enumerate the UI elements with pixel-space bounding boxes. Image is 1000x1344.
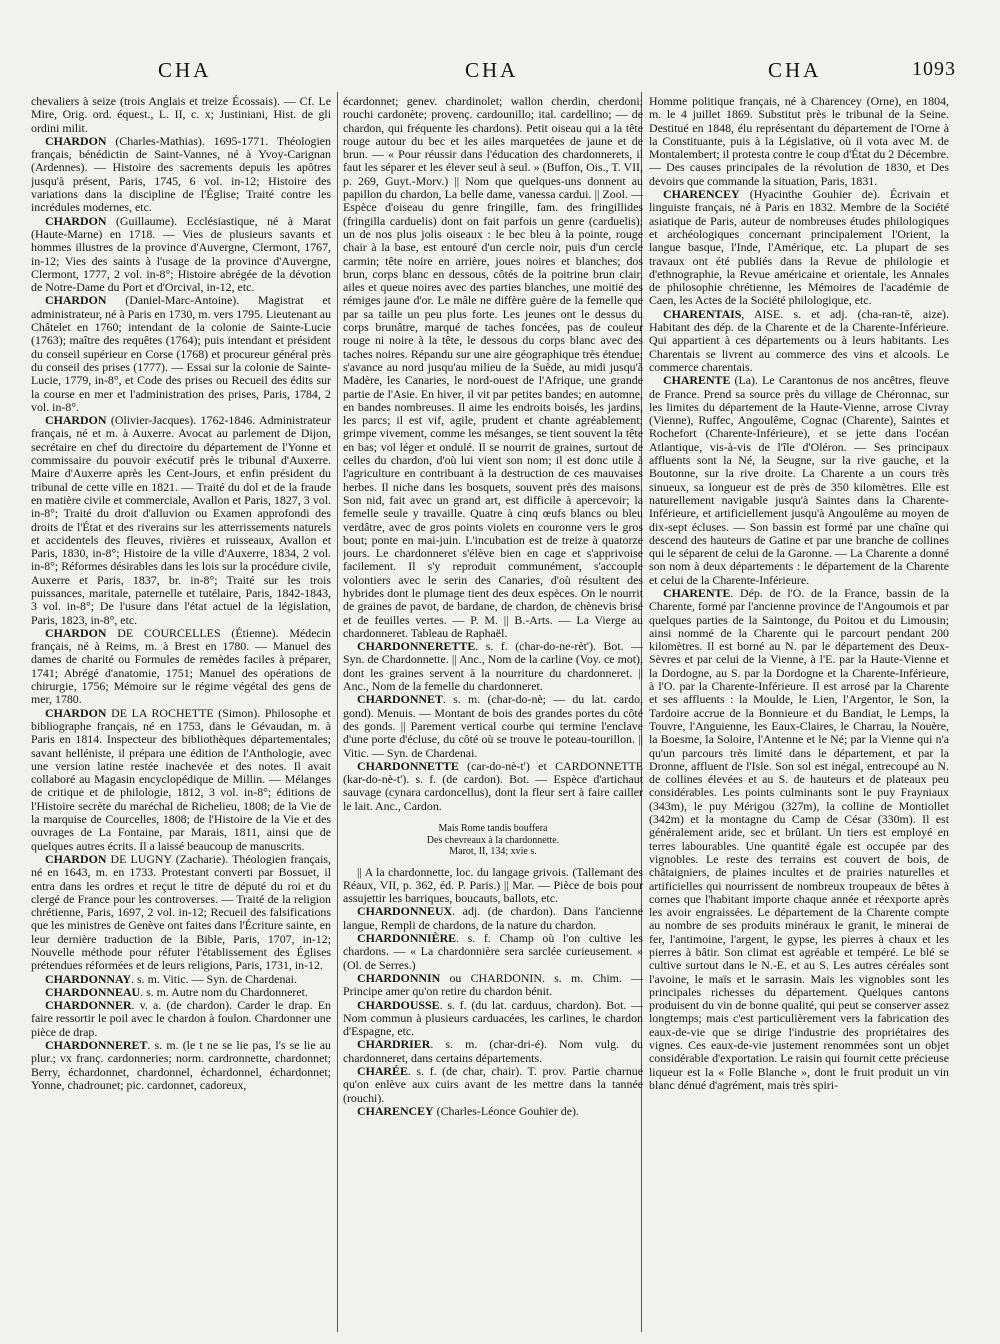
running-head-center: CHA (465, 58, 519, 82)
dictionary-entry: CHARDONNETTE (car-do-nè-t') et CARDONNETTE (kar-do-nè-t'). s. f. (de cardon). Bot. — Espèce d'artichaut sauvage (cynara cardoncellus), dont la fleur sert à faire cailler le lait. Anc., Cardon. (343, 758, 643, 813)
dictionary-entry: CHARDON (Charles-Mathias). 1695-1771. Théologien français, bénédictin de Saint-Vannes, né à Yvoy-Carignan (Ardennes). — Histoire des sacrements depuis les apôtres jusqu'à présent, Paris, 1745, 6 vol. in-12; Histoire des variations dans la discipline de l'Église; Traité contre les incrédules modernes, etc. (31, 133, 331, 215)
dictionary-entry: CHARDOUSSE. s. f. (du lat. carduus, chardon). Bot. — Nom commun à plusieurs carduacées, les carlines, le chardon d'Espagne, etc. (343, 997, 643, 1039)
text-column-middle (343, 95, 643, 1335)
dictionary-entry: Mais Rome tandis bouffera Des chevreaux à la chardonnette. Marot, II, 134; xvie s. (426, 823, 560, 858)
dictionary-entry: Homme politique français, né à Charencey (Orne), en 1804, m. le 4 juillet 1869. Substitut près le tribunal de la Seine. Destitué en 1848, élu représentant du département de l'Orne à la Constituante, puis à la Législative, où il vota avec M. de Montalembert; il protesta contre le coup d'État du 2 Décembre. — Des causes principales de la révolution de 1830, et Des devoirs que commande la situation, Paris, 1831. (649, 95, 949, 188)
dictionary-entry: CHARDONNET. s. m. (char-do-nè; — du lat. cardo, gond). Menuis. — Montant de bois des grandes portes du côté des gonds. || Parement vertical courbe qui termine l'enclave d'une porte d'écluse, du côté où se trouve le poteau-tourillon. || Vitic. — Syn. de Chardenai. (343, 692, 643, 760)
dictionary-entry: CHARENTE (La). Le Carantonus de nos ancêtres, fleuve de France. Prend sa source près du village de Chéronnac, sur les limites du département de la Haute-Vienne, arrose Civray (Vienne), Ruffec, Angoulême, Cognac (Charente), Saintes et Rochefort (Charente-Inférieure), et se jette dans l'océan Atlantique, vis-à-vis de l'île d'Oléron. — Ses principaux affluents sont la Né, la Seugne, sur la rive gauche, et la Boutonne, sur la rive droite. La Charente a un cours très sinueux, sa longueur est de près de 350 kilomètres. Elle est naturellement navigable jusqu'à Saintes dans la Charente-Inférieure, et artificiellement jusqu'à Angoulême au moyen de dix-sept écluses. — Son bassin est formé par une chaîne qui descend des hauteurs de Gatine et par une branche de collines qui le séparent de celui de la Garonne. — La Charente a donné son nom à deux départements : le département de la Charente et celui de la Charente-Inférieure. (649, 373, 949, 587)
running-head-right: CHA (768, 58, 822, 82)
dictionary-entry: CHARDONNIÈRE. s. f. Champ où l'on cultive les chardons. — « La chardonnière sera sarclée curieusement. » (Ol. de Serres.) (343, 931, 643, 972)
dictionary-entry: CHARENCEY (Charles-Léonce Gouhier de). (357, 1103, 579, 1118)
dictionary-entry: CHARDONNIN ou CHARDONIN. s. m. Chim. — Principe amer qu'on retire du chardon bénit. (343, 970, 643, 999)
column-rule (337, 92, 338, 1332)
dictionary-entry: || A la chardonnette, loc. du langage grivois. (Tallemant des Réaux, VII, p. 362, éd. P. Paris.) || Mar. — Pièce de bois pour assujettir les barriques, boucauts, ballots, etc. (343, 864, 643, 906)
dictionary-entry: CHARDON (Daniel-Marc-Antoine). Magistrat et administrateur, né à Paris en 1730, m. vers 1795. Lieutenant au Châtelet en 1760; intendant de la colonie de Sainte-Lucie (1763); maître des requêtes (1764); puis intendant et président du conseil supérieur en Corse (1768) et procureur général près du conseil des prises (1777). — Essai sur la colonie de Sainte-Lucie, 1779, in-8°, et Code des prises ou Recueil des édits sur la course en mer et l'administration des prises, Paris, 1784, 2 vol. in-8°. (31, 293, 331, 414)
dictionary-entry: CHARÉE. s. f. (de char, chair). T. prov. Partie charnue qu'on enlève aux cuirs avant de les mettre dans la tannée (rouchi). (343, 1063, 643, 1105)
dictionary-entry: CHARDONNERET. s. m. (le t ne se lie pas, l's se lie au plur.; vx franç. cardonneries; norm. cardronnette, chardonnet; Berry, échardonnet, chardonnel, échardonnel, échardonnet; Yonne, chadrounet; pic. cardonnet, cadoreux, (31, 1038, 331, 1092)
running-head-left: CHA (158, 58, 212, 82)
dictionary-entry: CHARDONNEAU. s. m. Autre nom du Chardonneret. (45, 984, 308, 999)
dictionary-entry: CHARDON DE LA ROCHETTE (Simon). Philosophe et bibliographe français, né en 1753, dans le Gévaudan, m. à Paris en 1814. Inspecteur des bibliothèques départementales; savant helléniste, il prépara une édition de l'Anthologie, avec une version latine restée inachevée et des notes. Il avait collaboré au Magasin encyclopédique de Millin. — Mélanges de critique et de philologie, 1812, 3 vol. in-8°; éditions de l'Histoire secrète du maréchal de Richelieu, 1808; de la Vie de la marquise de Courcelles, 1808; de l'Histoire de la Vie et des ouvrages de La Fontaine, par Marais, 1811, ainsi que de quelques autres écrits. Il a laissé beaucoup de manuscrits. (31, 705, 331, 853)
dictionary-entry: écardonnet; genev. chardinolet; wallon cherdin, cherdoni; rouchi cardonète; provenç. cardounillo; ital. cardellino; — de chardon, qui fréquente les chardons). Petit oiseau qui a la tête rouge autour du bec et les ailes marquetées de jaune et de brun. — « Pour réussir dans l'éducation des chardonnerets, il faut les séparer et les élever seul à seul. » (Buffon, Ois., T. VII, p. 269, Guyt.-Morv.) || Nom que quelques-uns donnent au papillon du chardon, La belle dame, vanessa cardui. || Zool. — Espèce d'oiseau du genre fringille, fam. des fringillides (fringilla carduelis) dont on fait parfois un genre (carduelis); un de nos plus jolis oiseaux : le bec bleu à la pointe, rouge chair à la base, est entouré d'un cercle noir, puis d'un cercle carmin; tête noire en arrière, joues noires et blanches; dos brun, corps blanc en dessous, côtés de la poitrine brun clair, ailes et queue noires avec des parties blanches, une moitié des rémiges jaune d'or. Le mâle ne diffère guère de la femelle que par sa taille un peu plus forte. Les jeunes ont le dessus du corps brunâtre, marqué de taches foncées, pas de couleur rouge ni noire à la tête, le dessous du corps blanc avec des taches noires. Répandu sur une aire géographique très étendue; s'avance au nord jusqu'au milieu de la Suède, au midi jusqu'à Madère, les Canaries, le nord-ouest de l'Afrique, une grande partie de l'Asie. En hiver, il vit par petites bandes; en automne, en bandes nombreuses. Il aime les endroits boisés, les jardins, les parcs; il est vif, agile, prudent et chante agréablement; grimpe vivement, comme les mésanges, se tient souvent la tête en bas; vol léger et ondulé. Il se nourrit de graines, surtout de celles du chardon, d'où lui vient son nom; il est donc utile à l'agriculture en contribuant à la destruction de ces mauvaises herbes. Il niche dans les bosquets, souvent près des maisons. Son nid, fait avec un grand art, est difficile à apercevoir; la femelle seule y travaille. Quatre à cinq œufs blancs ou bleu verdâtre, avec de gros points violets en couronne vers le gros bout; ponte en mai-juin. L'incubation est de treize à quatorze jours. Le chardonneret s'élève bien en cage et s'apprivoise facilement. Il s'y reproduit communément, s'accouple volontiers avec le serin des Canaries, d'où résultent des hybrides dont le plumage tient des deux espèces. On le nourrit de graines de pavot, de bardane, de chardon, de chènevis brisé et de feuilles vertes. — P. M. || B.-Arts. — La Vierge au chardonneret. Tableau de Raphaël. (343, 95, 643, 640)
dictionary-entry: CHARDONNER. v. a. (de chardon). Carder le drap. En faire ressortir le poil avec le chardon à foulon. Chardonner une pièce de drap. (31, 998, 331, 1039)
dictionary-entry: CHARDON DE COURCELLES (Étienne). Médecin français, né à Reims, m. à Brest en 1780. — Manuel des dames de charité ou Formules de remèdes faciles à préparer, 1741; Abrégé d'anatomie, 1751; Manuel des opérations de chirurgie, 1756; Mémoire sur le régime végétal des gens de mer, 1780. (31, 625, 331, 707)
dictionary-entry: CHARDONNERETTE. s. f. (char-do-ne-rèt'). Bot. — Syn. de Chardonnette. || Anc., Nom de la carline (Voy. ce mot), dont les graines servent à la nourriture du chardonneret. || Anc., Nom de la femelle du chardonneret. (343, 639, 643, 694)
dictionary-entry: CHARDON (Guillaume). Ecclésiastique, né à Marat (Haute-Marne) en 1718. — Vies de plusieurs savants et hommes illustres de la province d'Auvergne, Clermont, 1767, in-12; Vies des saints à l'usage de la province d'Auvergne, Clermont, 1777, 2 vol. in-8°; Histoire abrégée de la dévotion de Notre-Dame du Port et d'Orcival, in-12, etc. (31, 213, 331, 295)
dictionary-entry: CHARDONNEUX. adj. (de chardon). Dans l'ancienne langue, Rempli de chardons, de la nature du chardon. (343, 904, 643, 932)
dictionary-entry: CHARENTE. Dép. de l'O. de la France, bassin de la Charente, formé par l'ancienne province de l'Angoumois et par quelques parties de la Saintonge, du Poitou et du Limousin; ainsi nommé de la Charente qui le parcourt pendant 200 kilomètres. Il est borné au N. par le département des Deux-Sèvres et par celui de la Vienne, à l'E. par la Haute-Vienne et la Dordogne, au S. par la Dordogne et la Charente-Inférieure, à l'O. par la Charente-Inférieure. Il est arrosé par la Charente et ses affluents : la Moulde, le Lien, l'Argentor, le Son, la Tardoire accrue de la Bonnieure et du Bandiat, le Lemps, la Touvre, l'Anguienne, les Eaux-Claires, le Charrau, la Nouère, la Boesme, la Soloire, l'Antenne et le Né; par la Vienne qui n'a qu'un parcours très limité dans le département, et par la Dronne, affluent de l'Isle. Son sol est inégal, entrecoupé au N. de collines élevées et au S. de hauteurs et de plateaux peu considérables. Les points culminants sont le puy Frayniaux (343m), le puy Mérigou (327m), la colline de Montiollet (342m) et la montagne du Camp de César (330m). Il est généralement aride, sec et brûlant. Un tiers est employé en terres labourables. Une quantité égale est occupée par des vignobles. Le reste des terrains est couvert de bois, de châtaigniers, de plaines incultes et de prairies naturelles et artificielles qui nourrissent de nombreux troupeaux de bêtes à cornes que l'habitant importe chaque année et réexporte après les avoir engraissées. Le département de la Charente compte au nombre de ses produits minéraux le granit, le minerai de fer, l'antimoine, l'argent, le gypse, les pierres à chaux et les pierres à bâtir. Son climat est agréable et tempéré. Le blé se cultive surtout dans le N.-E. et au S. Les autres céréales sont l'avoine, le maïs et le sarrasin. Mais les vignobles sont les principales richesses du département. Quelques cantons produisent du vin de bonne qualité, qui peut se conserver assez longtemps; mais c'est particulièrement vers la fabrication des eaux-de-vie que se dirige l'industrie des propriétaires des vignes. Ces eaux-de-vie justement renommées sont un objet considérable d'exportation. Le raisin qui fournit cette précieuse liqueur est la « Folle Blanche », dont le fruit produit un vin blanc dénué d'agrément, mais très spiri- (649, 585, 949, 1092)
page-number: 1093 (912, 58, 956, 80)
dictionary-entry: CHARDON (Olivier-Jacques). 1762-1846. Administrateur français, né et m. à Auxerre. Avocat au parlement de Dijon, secrétaire en chef du directoire du département de l'Yonne et commissaire du pouvoir exécutif près le tribunal d'Auxerre. Maire d'Auxerre après les Cent-Jours, et enfin président du tribunal de cette ville en 1821. — Traité du dol et de la fraude en matière civile et commerciale, Avallon et Paris, 1827, 3 vol. in-8°; Traité du droit d'alluvion ou Examen approfondi des droits de l'État et des riverains sur les atterrissements naturels et accidentels des fleuves, rivières et ruisseaux, Avallon et Paris, 1830, in-8°; Histoire de la ville d'Auxerre, 1834, 2 vol. in-8°; Réformes désirables dans les lois sur la procédure civile, Auxerre et Paris, 1837, br. in-8°; Traité sur les trois puissances, maritale, paternelle et tutélaire, Paris, 1842-1843, 3 vol. in-8°; De l'usure dans l'état actuel de la législation, Paris, 1823, in-8°, etc. (31, 413, 331, 627)
dictionary-entry: CHARDONNAY. s. m. Vitic. — Syn. de Chardenai. (45, 971, 297, 986)
dictionary-entry: CHARENCEY (Hyacinthe Gouhier de). Écrivain et linguiste français, né à Paris en 1832. Membre de la Société asiatique de Paris, auteur de nombreuses études philologiques et archéologiques concernant principalement l'Orient, la langue basque, l'Inde, l'Amérique, etc. La plupart de ses travaux ont été publiés dans la Revue de philologie et d'ethnographie, la Revue américaine et orientale, les Annales de philosophie chrétienne, les Mémoires de l'académie de Caen, les Actes de la Société philologique, etc. (649, 187, 949, 308)
text-column-right (649, 95, 949, 1335)
dictionary-entry: CHARDRIER. s. m. (char-dri-é). Nom vulg. du chardonneret, dans certains départements. (343, 1037, 643, 1065)
dictionary-entry: CHARENTAIS, AISE. s. et adj. (cha-ran-tè, aize). Habitant des dép. de la Charente et de la Charente-Inférieure. Qui appartient à ces départements ou à leurs habitants. Les Charentais se livrent au commerce des vins et alcools. Le commerce charentais. (649, 306, 949, 374)
dictionary-entry: chevaliers à seize (trois Anglais et treize Écossais). — Cf. Le Mire, Orig. ord. équest., L. II, c. x; Justiniani, Hist. de gli ordini milit. (31, 95, 331, 135)
text-column-left (31, 95, 331, 1335)
dictionary-entry: CHARDON DE LUGNY (Zacharie). Théologien français, né en 1643, m. en 1733. Protestant converti par Bossuet, il entra dans les ordres et reçut le titre de député du roi et du clergé de France pour les controverses. — Traité de la religion chrétienne, Paris, 1697, 2 vol. in-12; Recueil des falsifications que les ministres de Genève ont faites dans l'Écriture sainte, en leur dernière traduction de la Bible, Paris, 1707, in-12; Nouvelle méthode pour réfuter l'établissement des Églises prétendues réformées et de leurs religions, Paris, 1731, in-12. (31, 851, 331, 973)
